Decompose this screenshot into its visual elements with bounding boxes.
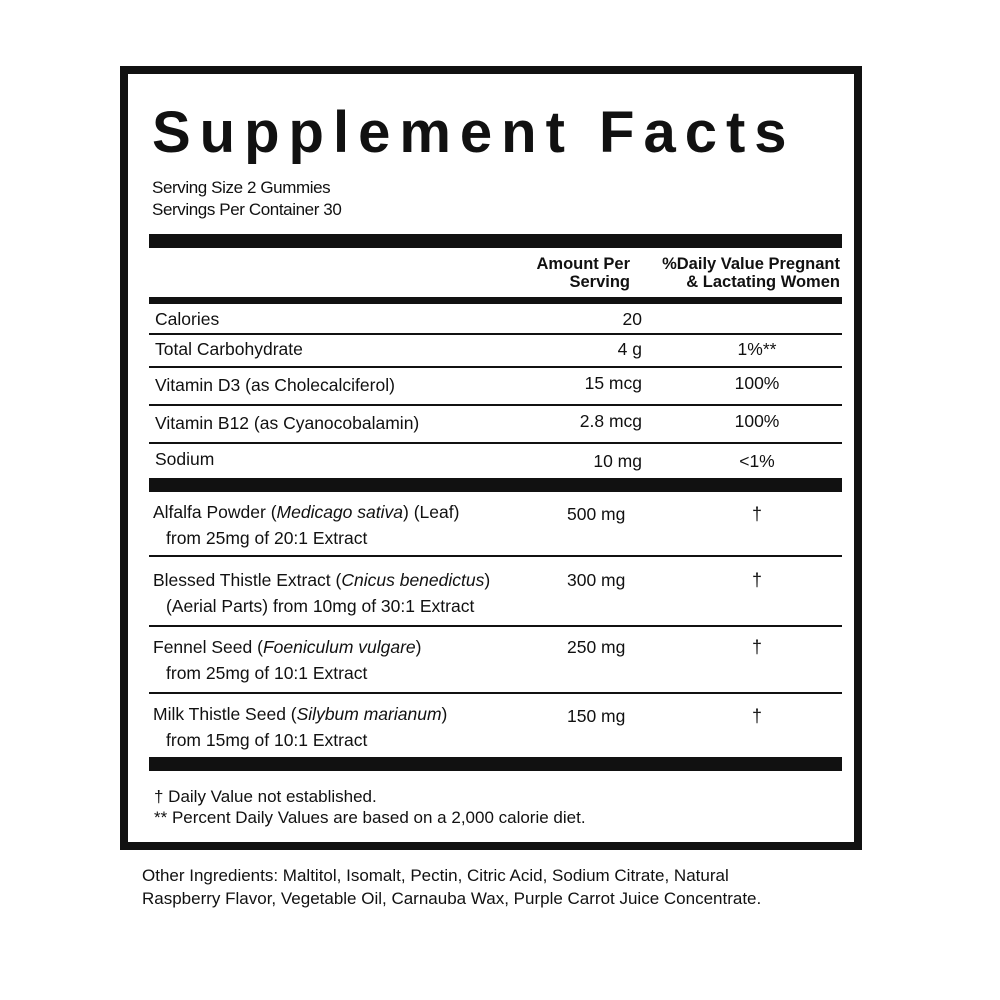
row-divider — [149, 555, 842, 557]
nutrient-amount: 15 mcg — [584, 373, 642, 393]
nutrient-amount: 2.8 mcg — [579, 411, 642, 431]
ingredient-name: Blessed Thistle Extract (Cnicus benedictus) (Aerial Parts) from 10mg of 30:1 Extract — [153, 570, 491, 616]
dagger-mark: † — [751, 570, 762, 590]
nutrient-dv: 100% — [734, 411, 780, 431]
amount-header-line1: Amount Per — [536, 255, 630, 273]
panel-title: Supplement Facts — [152, 100, 796, 165]
dv-header-line1: %Daily Value Pregnant — [662, 255, 840, 273]
daily-value-header — [636, 255, 840, 291]
ingredient-amount: 500 mg — [567, 504, 626, 524]
serving-size: Serving Size 2 Gummies — [152, 178, 331, 197]
row-divider — [149, 404, 842, 406]
nutrient-name: Calories — [155, 309, 220, 329]
nutrient-name: Sodium — [155, 449, 215, 469]
nutrient-amount: 10 mg — [593, 451, 642, 471]
row-divider — [149, 333, 842, 335]
footnote-percent-dv: ** Percent Daily Values are based on a 2,000 calorie diet. — [154, 808, 586, 827]
medium-divider — [149, 297, 842, 304]
other-ingredients-line1: Other Ingredients: Maltitol, Isomalt, Pectin, Citric Acid, Sodium Citrate, Natural — [142, 866, 729, 885]
other-ingredients-line2: Raspberry Flavor, Vegetable Oil, Carnauba Wax, Purple Carrot Juice Concentrate. — [142, 889, 762, 908]
ingredient-amount: 150 mg — [567, 706, 626, 726]
other-ingredients — [142, 864, 862, 910]
ingredient-name: Alfalfa Powder (Medicago sativa) (Leaf) from 25mg of 20:1 Extract — [153, 502, 460, 548]
amount-header-line2: Serving — [569, 273, 630, 291]
amount-per-serving-header — [488, 255, 630, 291]
ingredient-amount: 300 mg — [567, 570, 626, 590]
servings-per-container: Servings Per Container 30 — [152, 200, 342, 219]
thick-divider — [149, 757, 842, 771]
nutrient-amount: 20 — [622, 309, 642, 329]
nutrient-dv: 1%** — [737, 339, 777, 359]
nutrient-dv: 100% — [734, 373, 780, 393]
nutrient-name: Total Carbohydrate — [155, 339, 303, 359]
nutrient-amount: 4 g — [617, 339, 642, 359]
ingredient-amount: 250 mg — [567, 637, 626, 657]
dagger-mark: † — [751, 504, 762, 524]
footnote-dagger: † Daily Value not established. — [154, 787, 377, 806]
row-divider — [149, 692, 842, 694]
ingredient-name: Fennel Seed (Foeniculum vulgare) from 25mg of 10:1 Extract — [153, 637, 422, 683]
nutrient-name: Vitamin D3 (as Cholecalciferol) — [155, 375, 395, 395]
row-divider — [149, 442, 842, 444]
row-divider — [149, 625, 842, 627]
dagger-mark: † — [751, 706, 762, 726]
row-divider — [149, 366, 842, 368]
dv-header-line2: & Lactating Women — [686, 273, 840, 291]
dagger-mark: † — [751, 637, 762, 657]
ingredient-name: Milk Thistle Seed (Silybum marianum) from 15mg of 10:1 Extract — [153, 704, 448, 750]
nutrient-name: Vitamin B12 (as Cyanocobalamin) — [155, 413, 420, 433]
nutrient-dv: <1% — [739, 451, 775, 471]
thick-divider — [149, 478, 842, 492]
thick-divider — [149, 234, 842, 248]
supplement-facts-panel — [120, 66, 862, 850]
